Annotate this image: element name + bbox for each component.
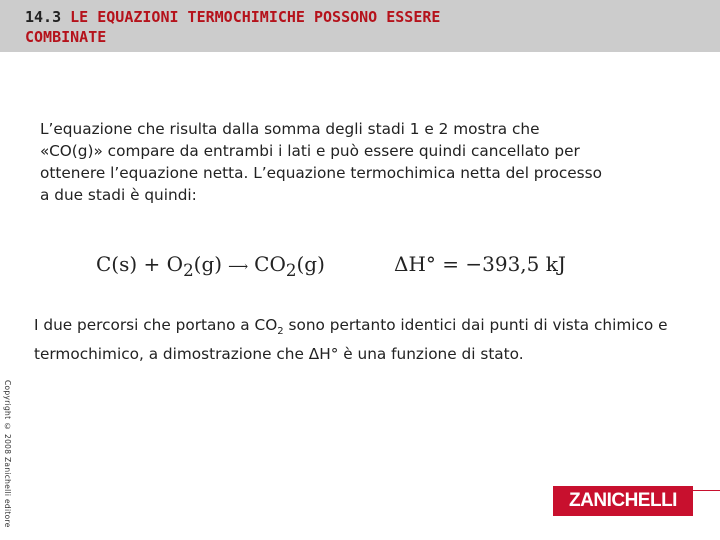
- title-text-line2: COMBINATE: [25, 28, 107, 46]
- reactant-carbon: C(s): [96, 252, 138, 276]
- zanichelli-logo: ZANICHELLI: [553, 486, 693, 516]
- section-number: 14.3: [25, 8, 62, 26]
- conclusion-part2: sono pertanto identici dai punti di vista chimico e termochimico, a dimostrazione che ΔH° è una funzione di stato.: [34, 316, 668, 364]
- oxygen-subscript: 2: [183, 261, 194, 280]
- title-text: LE EQUAZIONI TERMOCHIMICHE POSSONO ESSERE: [70, 8, 441, 26]
- slide-title: [25, 7, 440, 47]
- reactant-oxygen: O: [166, 252, 184, 276]
- logo-rule: [693, 490, 720, 511]
- chemical-equation: [96, 250, 325, 285]
- product-co2: CO: [254, 252, 286, 276]
- intro-paragraph: L’equazione che risulta dalla somma degli stadi 1 e 2 mostra che «CO(g)» compare da entrambi i lati e può essere quindi cancellato per ottenere l’equazione netta. L’equazione termochimica netta del processo a due stadi è quindi:: [40, 120, 602, 204]
- co2-state: (g): [296, 252, 325, 276]
- conclusion-part1: I due percorsi che portano a CO: [34, 316, 278, 334]
- plus-sign: +: [143, 252, 161, 276]
- reaction-arrow-icon: ⟶: [228, 259, 249, 275]
- slide-header: [0, 0, 720, 52]
- enthalpy-value: ΔH° = −393,5 kJ: [394, 252, 566, 276]
- conclusion-subscript: 2: [277, 326, 284, 338]
- oxygen-state: (g): [193, 252, 223, 276]
- conclusion-paragraph: [34, 314, 704, 365]
- copyright-notice: Copyright © 2008 Zanichelli editore: [3, 380, 12, 528]
- co2-subscript: 2: [285, 261, 297, 280]
